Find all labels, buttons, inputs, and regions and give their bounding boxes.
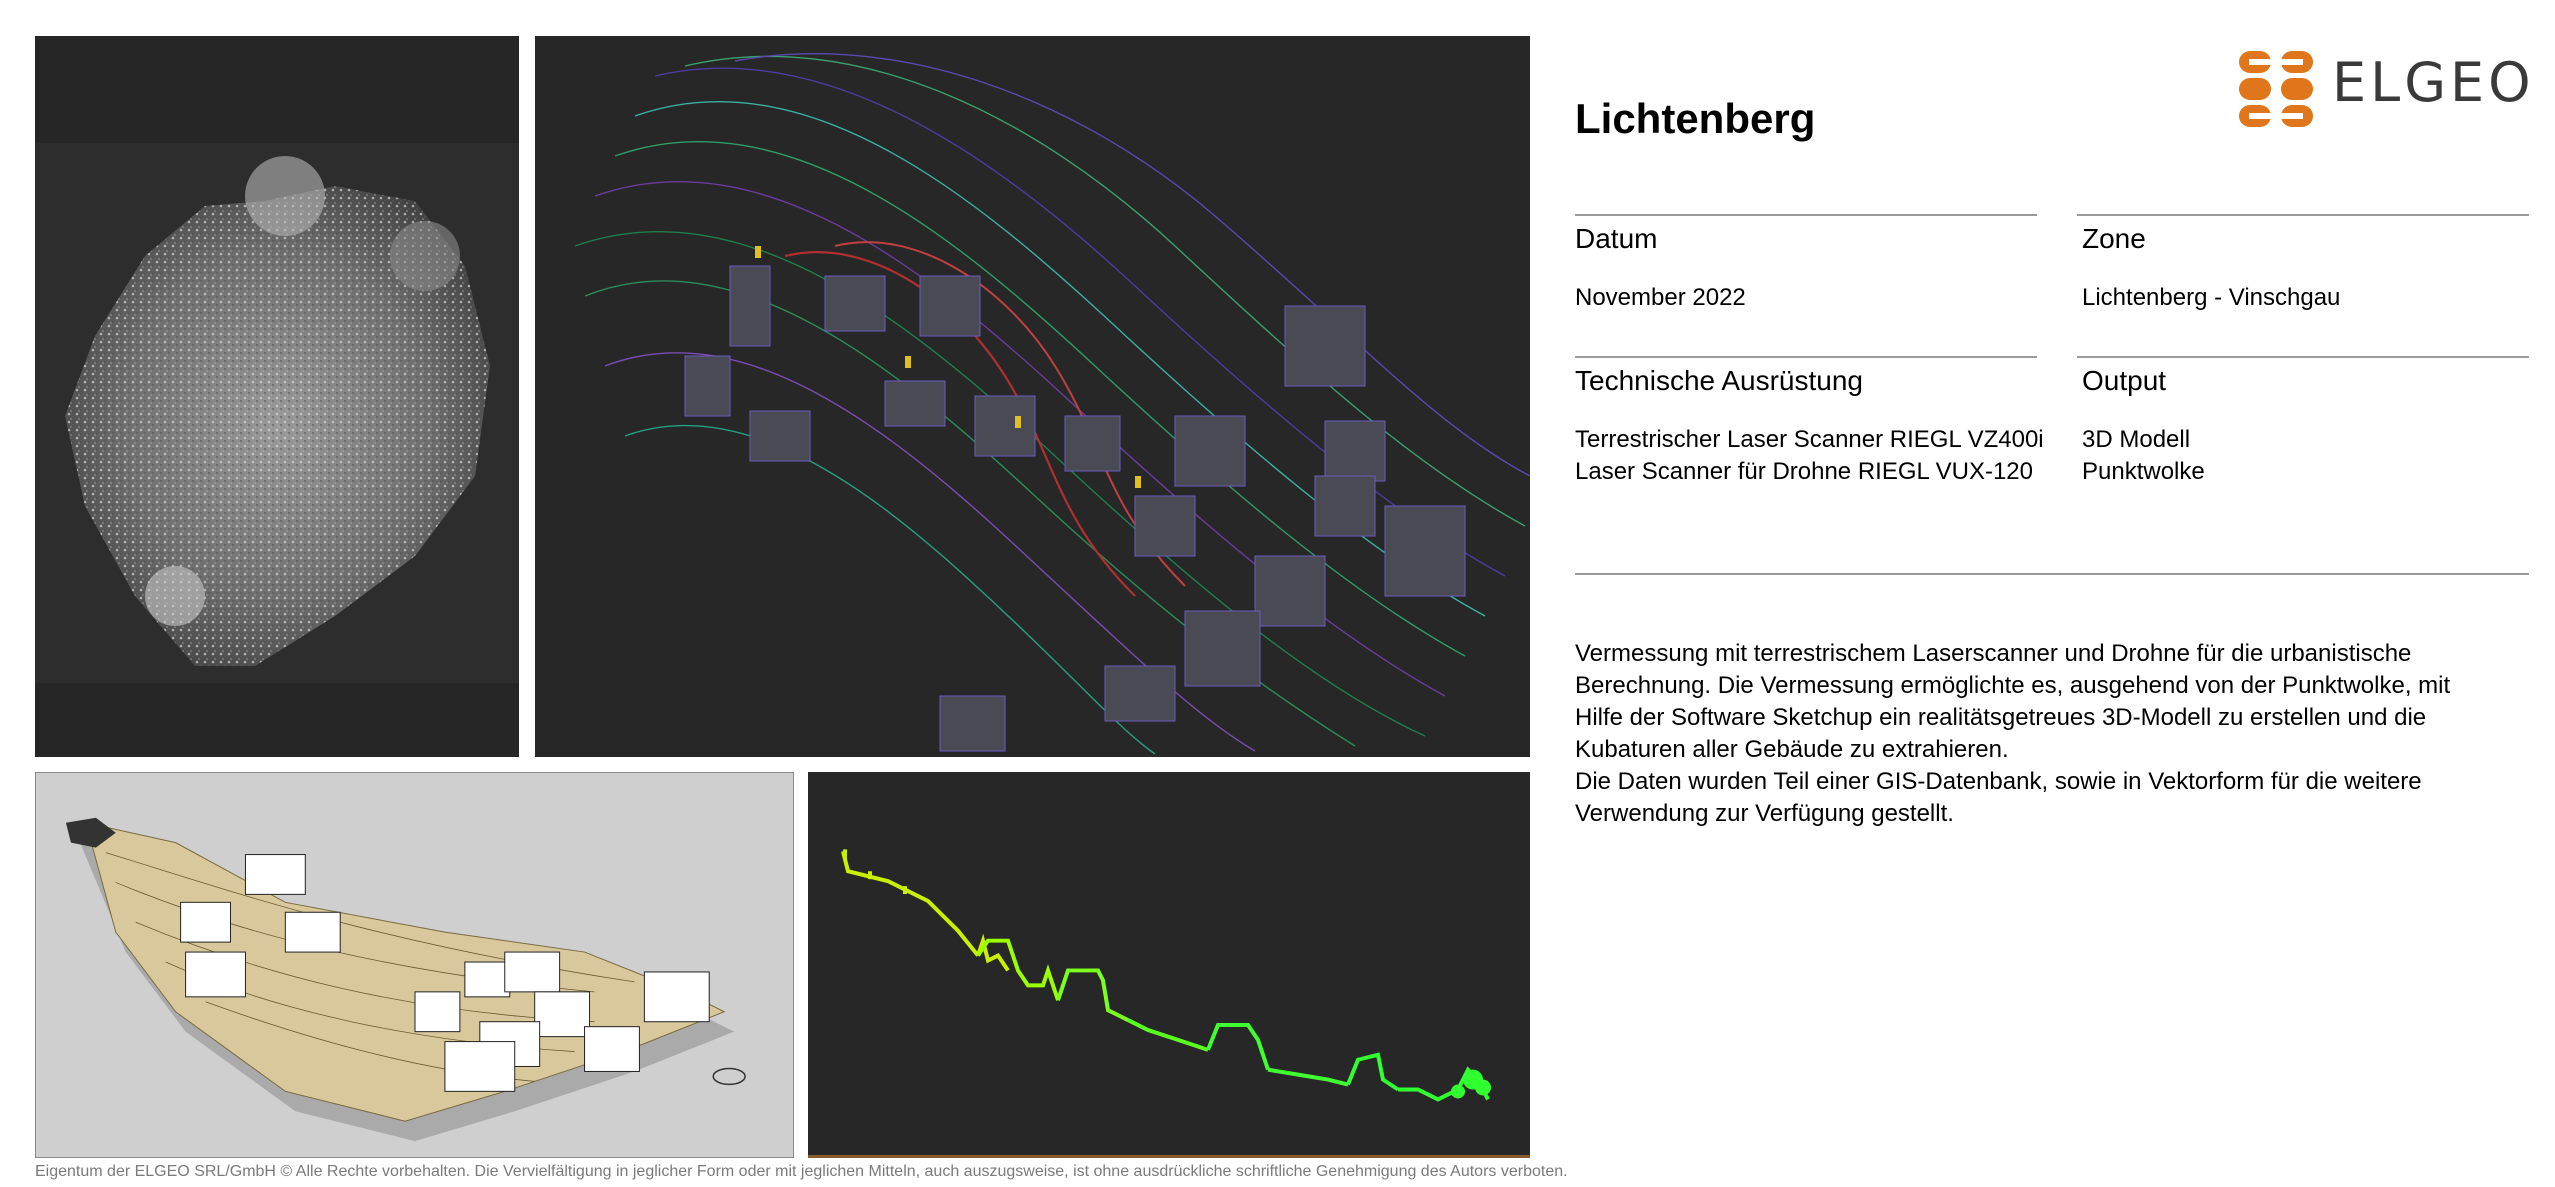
divider xyxy=(1575,356,2037,358)
zone-label: Zone xyxy=(2082,223,2146,254)
zone-value: Lichtenberg - Vinschgau xyxy=(2082,284,2341,311)
equipment-label: Technische Ausrüstung xyxy=(1575,365,1863,396)
divider xyxy=(2077,356,2529,358)
point-cloud-image xyxy=(35,36,519,757)
output-item: Punktwolke xyxy=(2082,458,2205,485)
sketchup-3d-model-image xyxy=(35,772,794,1158)
output-item: 3D Modell xyxy=(2082,426,2191,453)
brand-name: ELGEO xyxy=(2332,51,2535,114)
equipment-item: Laser Scanner für Drohne RIEGL VUX-120 xyxy=(1575,458,2034,485)
green-section-profile-image xyxy=(808,772,1530,1158)
description-paragraph: Vermessung mit terrestrischem Laserscanner und Drohne für die urbanistische Berechnung. Die Vermessung ermöglichte es, ausgehend von der Punktwolke, mit Hilfe der Software Sketchup ein realitätsgetreues 3D-Modell zu erstellen und die Kubaturen aller Gebäude zu extrahieren. xyxy=(1575,640,2451,763)
datum-label: Datum xyxy=(1575,223,1658,254)
output-label: Output xyxy=(2082,365,2167,396)
elgeo-logo xyxy=(2235,48,2535,130)
divider xyxy=(1575,573,2529,575)
copyright-footer: Eigentum der ELGEO SRL/GmbH © Alle Rechte vorbehalten. Die Vervielfältigung in jeglicher Form oder mit jeglichen Mitteln, auch auszugsweise, ist ohne ausdrückliche schriftliche Genehmigung des Autors verboten. xyxy=(35,1163,1568,1180)
project-description xyxy=(1575,638,2475,830)
divider xyxy=(1575,214,2037,216)
equipment-item: Terrestrischer Laser Scanner RIEGL VZ400i xyxy=(1575,426,2044,453)
divider xyxy=(2077,214,2529,216)
project-title: Lichtenberg xyxy=(1575,95,1816,142)
datum-value: November 2022 xyxy=(1575,284,1746,311)
elgeo-logo-mark-icon xyxy=(2235,48,2319,130)
description-paragraph: Die Daten wurden Teil einer GIS-Datenbank, sowie in Vektorform für die weitere Verwendung zur Verfügung gestellt. xyxy=(1575,768,2422,827)
contour-map-image xyxy=(535,36,1530,757)
